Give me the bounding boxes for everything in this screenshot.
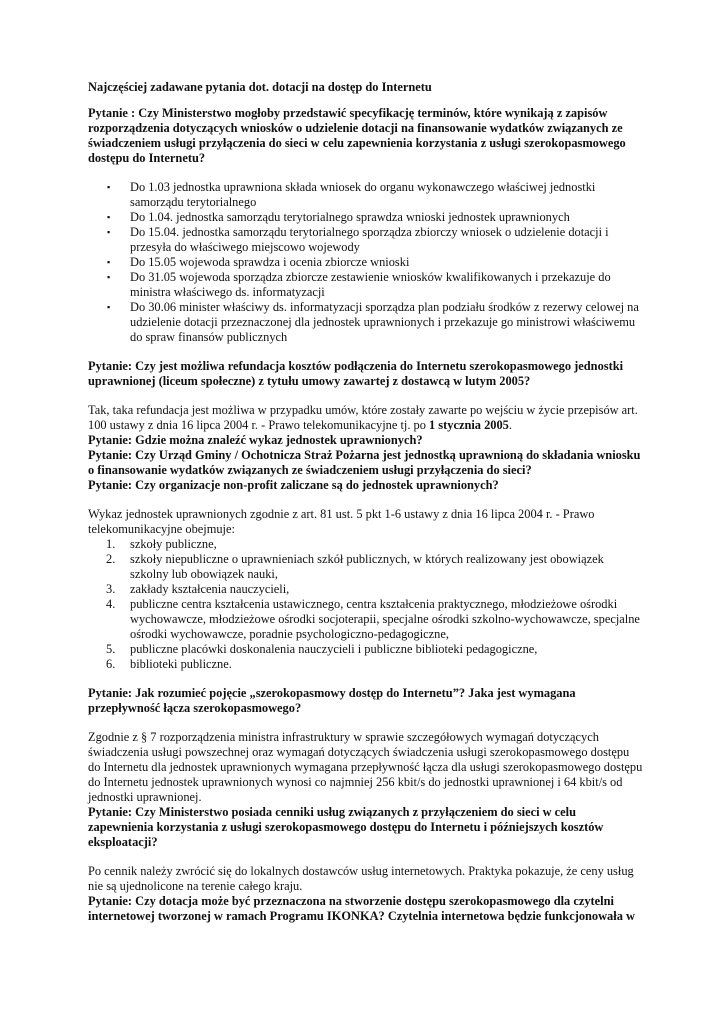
- list-item: 2. szkoły niepubliczne o uprawnieniach szkół publicznych, w których realizowany jest obowiązek szkolny lub obowiązek nauki,: [106, 552, 604, 581]
- document-title: Najczęściej zadawane pytania dot. dotacji na dostęp do Internetu: [88, 80, 432, 94]
- list-item: 3. zakłady kształcenia nauczycieli,: [106, 582, 290, 596]
- question-group-3: [88, 433, 644, 493]
- list-item: ▪ Do 15.04. jednostka samorządu terytorialnego sporządza zbiorczy wniosek o udzielenie dotacji i przesyła do właściwego miejscowo wojewody: [107, 225, 609, 254]
- bullet-icon: ▪: [107, 212, 111, 222]
- entities-list: [88, 537, 644, 672]
- question-1: Pytanie : Czy Ministerstwo mogłoby przedstawić specyfikację terminów, które wynikają z zapisów rozporządzenia dotyczących wniosków o udzielenie dotacji na finansowanie wydatków związanych ze świadczeniem usługi przyłączenia do sieci w celu zapewnienia korzystania z usługi szerokopasmowego dostępu do Internetu?: [88, 106, 626, 165]
- bullet-icon: ▪: [107, 257, 111, 267]
- document-page: [88, 80, 644, 924]
- list-item: 1. szkoły publiczne,: [106, 537, 217, 551]
- question-2: Pytanie: Czy jest możliwa refundacja kosztów podłączenia do Internetu szerokopasmowego jednostki uprawnionej (liceum społeczne) z tytułu umowy zawartej z dostawcą w lutym 2005?: [88, 359, 624, 388]
- bullet-icon: ▪: [107, 182, 111, 192]
- list-item: 5. publiczne placówki doskonalenia nauczycieli i publiczne biblioteki pedagogiczne,: [106, 642, 538, 656]
- question-3a: Pytanie: Gdzie można znaleźć wykaz jednostek uprawnionych?: [88, 433, 423, 447]
- answer-3-intro: Wykaz jednostek uprawnionych zgodnie z art. 81 ust. 5 pkt 1-6 ustawy z dnia 16 lipca 2004 r. - Prawo telekomunikacyjne obejmuje:: [88, 507, 595, 536]
- list-item: ▪ Do 1.03 jednostka uprawniona składa wniosek do organu wykonawczego właściwej jednostki samorządu terytorialnego: [107, 180, 596, 209]
- answer-3: [88, 507, 644, 672]
- list-item: ▪ Do 1.04. jednostka samorządu terytorialnego sprawdza wnioski jednostek uprawnionych: [107, 210, 570, 224]
- list-item: 6. biblioteki publiczne.: [106, 657, 232, 671]
- list-item: ▪ Do 30.06 minister właściwy ds. informatyzacji sporządza plan podziału środków z rezerwy celowej na udzielenie dotacji przeznaczonej dla jednostek uprawnionych i przekazuje go ministrowi właściwemu do spraw finansów publicznych: [107, 300, 639, 344]
- schedule-list: [88, 180, 644, 345]
- list-item: ▪ Do 31.05 wojewoda sporządza zbiorcze zestawienie wniosków kwalifikowanych i przekazuje do ministra właściwego ds. informatyzacji: [107, 270, 611, 299]
- answer-5: Po cennik należy zwrócić się do lokalnych dostawców usług internetowych. Praktyka pokazuje, że ceny usług nie są ujednolicone na terenie całego kraju.: [88, 864, 634, 893]
- list-item: 4. publiczne centra kształcenia ustawicznego, centra kształcenia praktycznego, młodzieżowe ośrodki wychowawcze, młodzieżowe ośrodki socjoterapii, specjalne ośrodki szkolno-wychowawcze, specjalne ośrodki wychowawcze, poradnie psychologiczno-pedagogiczne,: [106, 597, 640, 641]
- list-item: ▪ Do 15.05 wojewoda sprawdza i ocenia zbiorcze wnioski: [107, 255, 410, 269]
- bullet-icon: ▪: [107, 272, 111, 282]
- answer-2: Tak, taka refundacja jest możliwa w przypadku umów, które zostały zawarte po wejściu w życie przepisów art. 100 ustawy z dnia 16 lipca 2004 r. - Prawo telekomunikacyjne tj. po 1 stycznia 2005.: [88, 403, 638, 432]
- question-4: Pytanie: Jak rozumieć pojęcie „szerokopasmowy dostęp do Internetu”? Jaka jest wymagana przepływność łącza szerokopasmowego?: [88, 686, 576, 715]
- answer-2-date: 1 stycznia 2005: [429, 418, 509, 432]
- question-5: Pytanie: Czy Ministerstwo posiada cenniki usług związanych z przyłączeniem do sieci w celu zapewnienia korzystania z usługi szerokopasmowego dostępu do Internetu i późniejszych kosztów eksploatacji?: [88, 805, 604, 849]
- question-6: Pytanie: Czy dotacja może być przeznaczona na stworzenie dostępu szerokopasmowego dla czytelni internetowej tworzonej w ramach Programu IKONKA? Czytelnia internetowa będzie funkcjonowała w: [88, 894, 635, 923]
- question-3c: Pytanie: Czy organizacje non-profit zaliczane są do jednostek uprawnionych?: [88, 478, 499, 492]
- bullet-icon: ▪: [107, 227, 111, 237]
- bullet-icon: ▪: [107, 302, 111, 312]
- question-3b: Pytanie: Czy Urząd Gminy / Ochotnicza Straż Pożarna jest jednostką uprawnioną do składania wniosku o finansowanie wydatków związanych ze świadczeniem usługi przyłączenia do sieci?: [88, 448, 641, 477]
- answer-4: Zgodnie z § 7 rozporządzenia ministra infrastruktury w sprawie szczegółowych wymagań dotyczących świadczenia usługi powszechnej oraz wymagań dotyczących świadczenia usługi szerokopasmowego dostępu do Internetu dla jednostek uprawnionych wymagana przepływność łącza dla usługi szerokopasmowego dostępu do Internetu jednostek uprawnionych wynosi co najmniej 256 kbit/s do jednostki uprawnionej i 64 kbit/s od jednostki uprawnionej.: [88, 730, 643, 804]
